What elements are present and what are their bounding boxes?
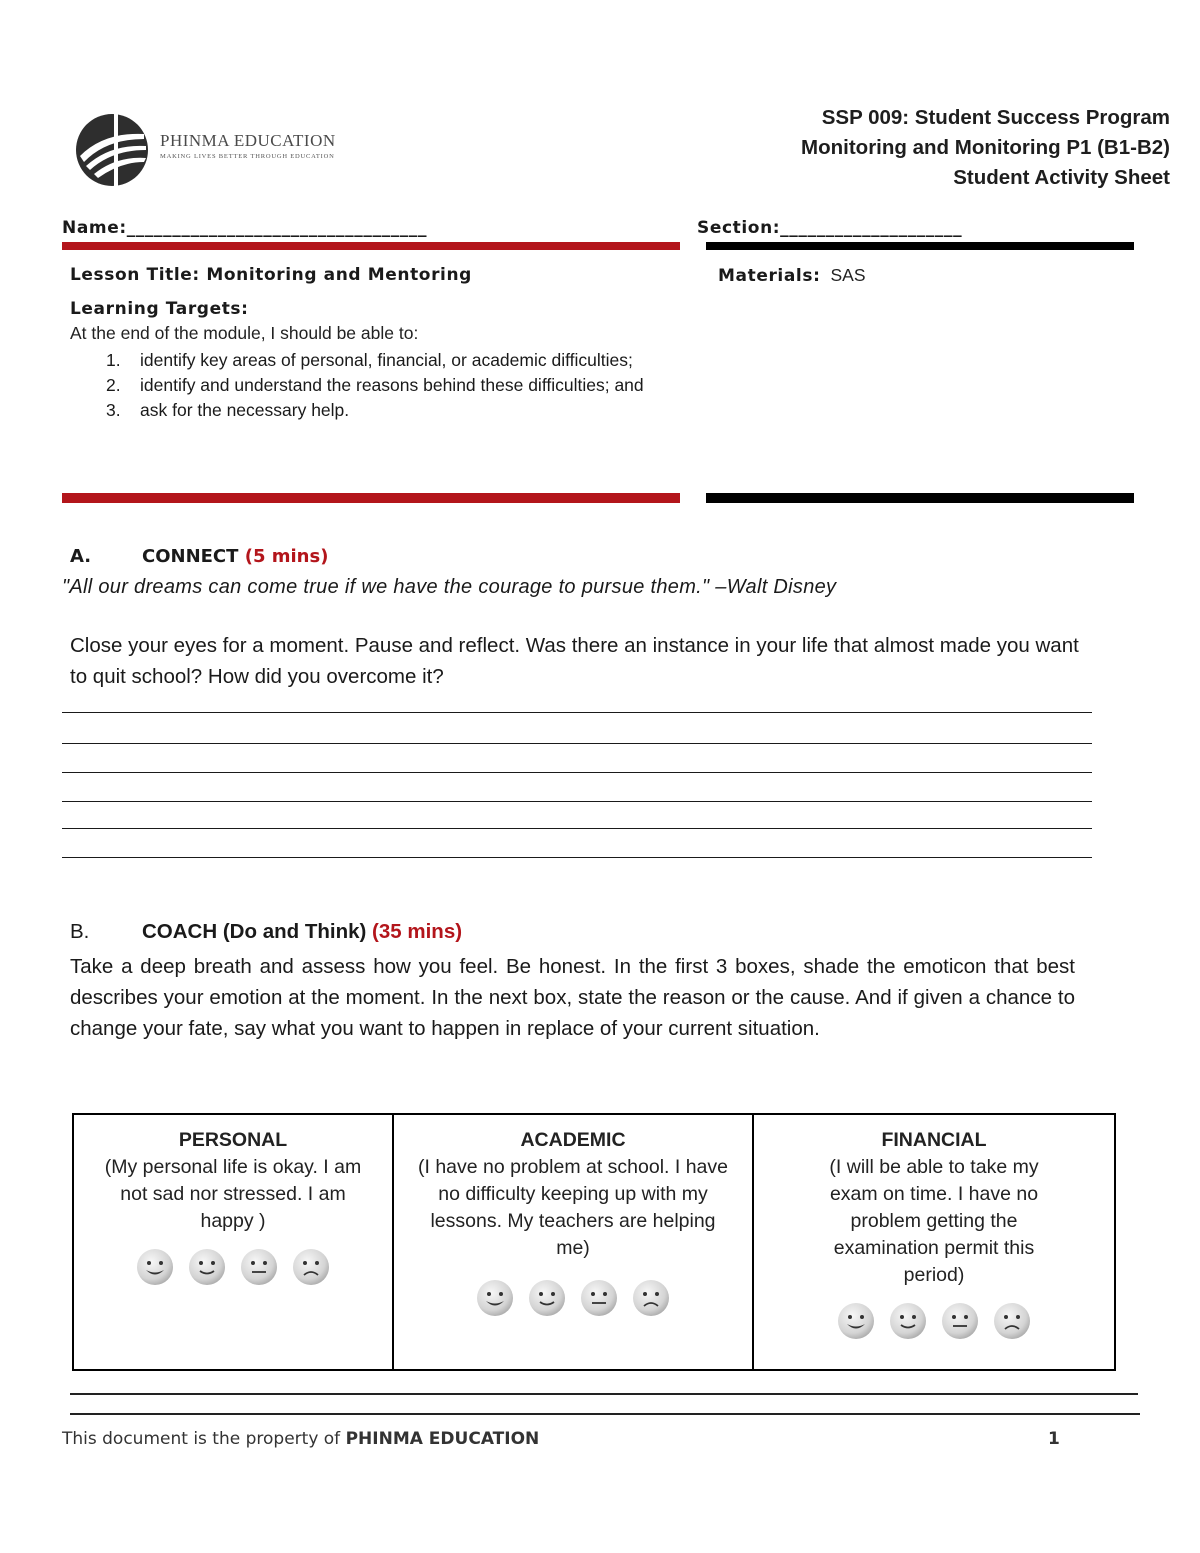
section-b-heading: B. COACH (Do and Think) (35 mins) — [70, 920, 463, 943]
lesson-divider-black — [706, 493, 1134, 503]
sheet-title: Student Activity Sheet — [953, 166, 1170, 189]
mood-desc: (I will be able to take my exam on time. I have no problem getting the examination permit this period) — [829, 1156, 1039, 1286]
lesson-title: Lesson Title: Monitoring and Mentoring — [70, 265, 472, 285]
name-field[interactable]: Name:_________________________________ — [62, 218, 428, 238]
quote: "All our dreams can come true if we have the courage to pursue them." –Walt Disney — [62, 576, 837, 598]
course-title: SSP 009: Student Success Program — [821, 106, 1170, 129]
answer-line[interactable] — [62, 857, 1092, 858]
targets-intro: At the end of the module, I should be able to: — [70, 323, 419, 343]
mood-box-financial — [753, 1114, 1115, 1370]
list-item: 2. identify and understand the reasons behind these difficulties; and — [106, 375, 644, 395]
top-divider-black — [706, 242, 1134, 250]
logo-name: PHINMA EDUCATION — [160, 131, 336, 150]
learning-targets-label: Learning Targets: — [70, 299, 249, 319]
smiling-face-icon[interactable] — [888, 1301, 928, 1341]
section-b-instructions: Take a deep breath and assess how you feel. Be honest. In the first 3 boxes, shade the emoticon that best describes your emotion at the moment. In the next box, state the reason or the cause. And if given a chance to change your fate, say what you want to happen in replace of your current situation. — [70, 955, 1075, 1040]
sad-face-icon[interactable] — [631, 1278, 671, 1318]
materials — [718, 265, 866, 286]
targets-list — [70, 348, 670, 423]
section-b-title: COACH (Do and Think) (35 mins) — [142, 920, 463, 943]
list-item: 3. ask for the necessary help. — [106, 400, 350, 420]
mood-table — [72, 1113, 1116, 1371]
module-title: Monitoring and Monitoring P1 (B1-B2) — [801, 136, 1170, 159]
very-happy-face-icon[interactable] — [836, 1301, 876, 1341]
materials-value: SAS — [830, 265, 866, 285]
section-field[interactable]: Section:____________________ — [697, 218, 963, 238]
answer-line[interactable] — [62, 828, 1092, 829]
answer-line[interactable] — [62, 712, 1092, 713]
answer-line[interactable] — [62, 801, 1092, 802]
mood-desc: (My personal life is okay. I am not sad nor stressed. I am happy ) — [104, 1156, 362, 1232]
very-happy-face-icon[interactable] — [475, 1278, 515, 1318]
very-happy-face-icon[interactable] — [135, 1247, 175, 1287]
neutral-face-icon[interactable] — [239, 1247, 279, 1287]
answer-lines[interactable] — [62, 712, 1092, 858]
smiling-face-icon[interactable] — [527, 1278, 567, 1318]
mood-title: PERSONAL — [178, 1129, 288, 1151]
emoticon-row — [408, 1278, 738, 1318]
top-divider-red — [62, 242, 680, 250]
neutral-face-icon[interactable] — [579, 1278, 619, 1318]
materials-label: Materials: — [718, 266, 821, 286]
section-a-prompt: Close your eyes for a moment. Pause and reflect. Was there an instance in your life that almost made you want to quit school? How did you overcome it? — [70, 634, 1079, 688]
lesson-divider-red — [62, 493, 680, 503]
page-number: 1 — [1048, 1429, 1060, 1449]
footer-note: This document is the property of PHINMA EDUCATION — [62, 1429, 540, 1449]
emoticon-row — [88, 1247, 378, 1287]
mood-box-academic — [393, 1114, 753, 1370]
answer-line[interactable] — [62, 743, 1092, 744]
sad-face-icon[interactable] — [291, 1247, 331, 1287]
footer-rule-1 — [70, 1393, 1138, 1395]
footer-rule-2 — [70, 1413, 1140, 1415]
neutral-face-icon[interactable] — [940, 1301, 980, 1341]
section-a-title: CONNECT (5 mins) — [142, 546, 329, 567]
mood-title: ACADEMIC — [520, 1129, 626, 1151]
answer-line[interactable] — [62, 772, 1092, 773]
logo-tagline: MAKING LIVES BETTER THROUGH EDUCATION — [160, 153, 335, 160]
mood-desc: (I have no problem at school. I have no difficulty keeping up with my lessons. My teachers are helping me) — [417, 1156, 728, 1259]
list-item: 1. identify key areas of personal, financial, or academic difficulties; — [106, 350, 633, 370]
smiling-face-icon[interactable] — [187, 1247, 227, 1287]
sad-face-icon[interactable] — [992, 1301, 1032, 1341]
mood-title: FINANCIAL — [881, 1129, 987, 1151]
emoticon-row — [768, 1301, 1100, 1341]
section-a-heading: A. CONNECT (5 mins) — [70, 546, 329, 567]
mood-box-personal — [73, 1114, 393, 1370]
